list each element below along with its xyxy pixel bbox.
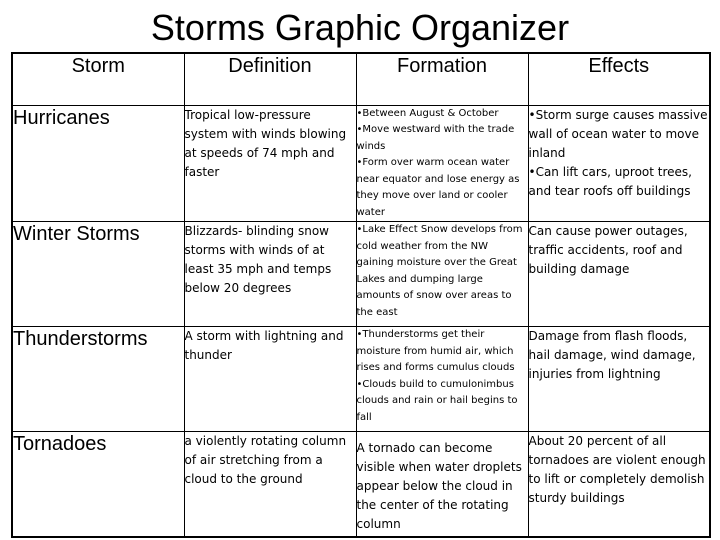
effects-cell (528, 327, 710, 432)
effects-text: About 20 percent of all tornadoes are violent enough to lift or completely demolish sturdy buildings (528, 434, 706, 505)
formation-cell (356, 222, 528, 327)
formation-bullet: •Lake Effect Snow develops from cold weather from the NW gaining moisture over the Great Lakes and dumping large amounts of snow over areas to the east (356, 224, 523, 318)
definition-cell: Tropical low-pressure system with winds blowing at speeds of 74 mph and faster (184, 105, 356, 222)
effects-cell (528, 222, 710, 327)
formation-bullet: •Form over warm ocean water near equator and lose energy as they move over land or cooler water (356, 157, 520, 218)
formation-cell (356, 327, 528, 432)
header-formation: Formation (356, 53, 528, 105)
storm-name: Thunderstorms (12, 327, 184, 432)
header-definition: Definition (184, 53, 356, 105)
table-row (12, 327, 710, 432)
effects-bullet: •Can lift cars, uproot trees, and tear roofs off buildings (528, 164, 692, 198)
formation-bullet: •Thunderstorms get their moisture from humid air, which rises and forms cumulus clouds (356, 329, 515, 373)
organizer-table (11, 52, 711, 538)
formation-cell (356, 432, 528, 537)
table-row (12, 432, 710, 537)
storm-name: Winter Storms (12, 222, 184, 327)
storm-name: Hurricanes (12, 105, 184, 222)
definition-cell: a violently rotating column of air stretching from a cloud to the ground (184, 432, 356, 537)
effects-text: Can cause power outages, traffic accidents, roof and building damage (528, 224, 688, 276)
formation-cell (356, 105, 528, 222)
table-row (12, 105, 710, 222)
storm-name: Tornadoes (12, 432, 184, 537)
definition-cell: A storm with lightning and thunder (184, 327, 356, 432)
formation-text: A tornado can become visible when water droplets appear below the cloud in the center of the rotating column (356, 441, 522, 531)
table-row (12, 222, 710, 327)
formation-bullet: •Between August & October (356, 107, 499, 119)
definition-cell: Blizzards- blinding snow storms with winds of at least 35 mph and temps below 20 degrees (184, 222, 356, 327)
effects-cell (528, 105, 710, 222)
header-storm: Storm (12, 53, 184, 105)
header-row (12, 53, 710, 105)
formation-bullet: •Clouds build to cumulonimbus clouds and rain or hail begins to fall (356, 378, 518, 423)
effects-text: Damage from flash floods, hail damage, wind damage, injuries from lightning (528, 329, 696, 381)
effects-bullet: •Storm surge causes massive wall of ocean water to move inland (528, 107, 708, 160)
formation-bullet: •Move westward with the trade winds (356, 124, 515, 152)
effects-cell (528, 432, 710, 537)
header-effects: Effects (528, 53, 710, 105)
page-title: Storms Graphic Organizer (150, 7, 570, 48)
